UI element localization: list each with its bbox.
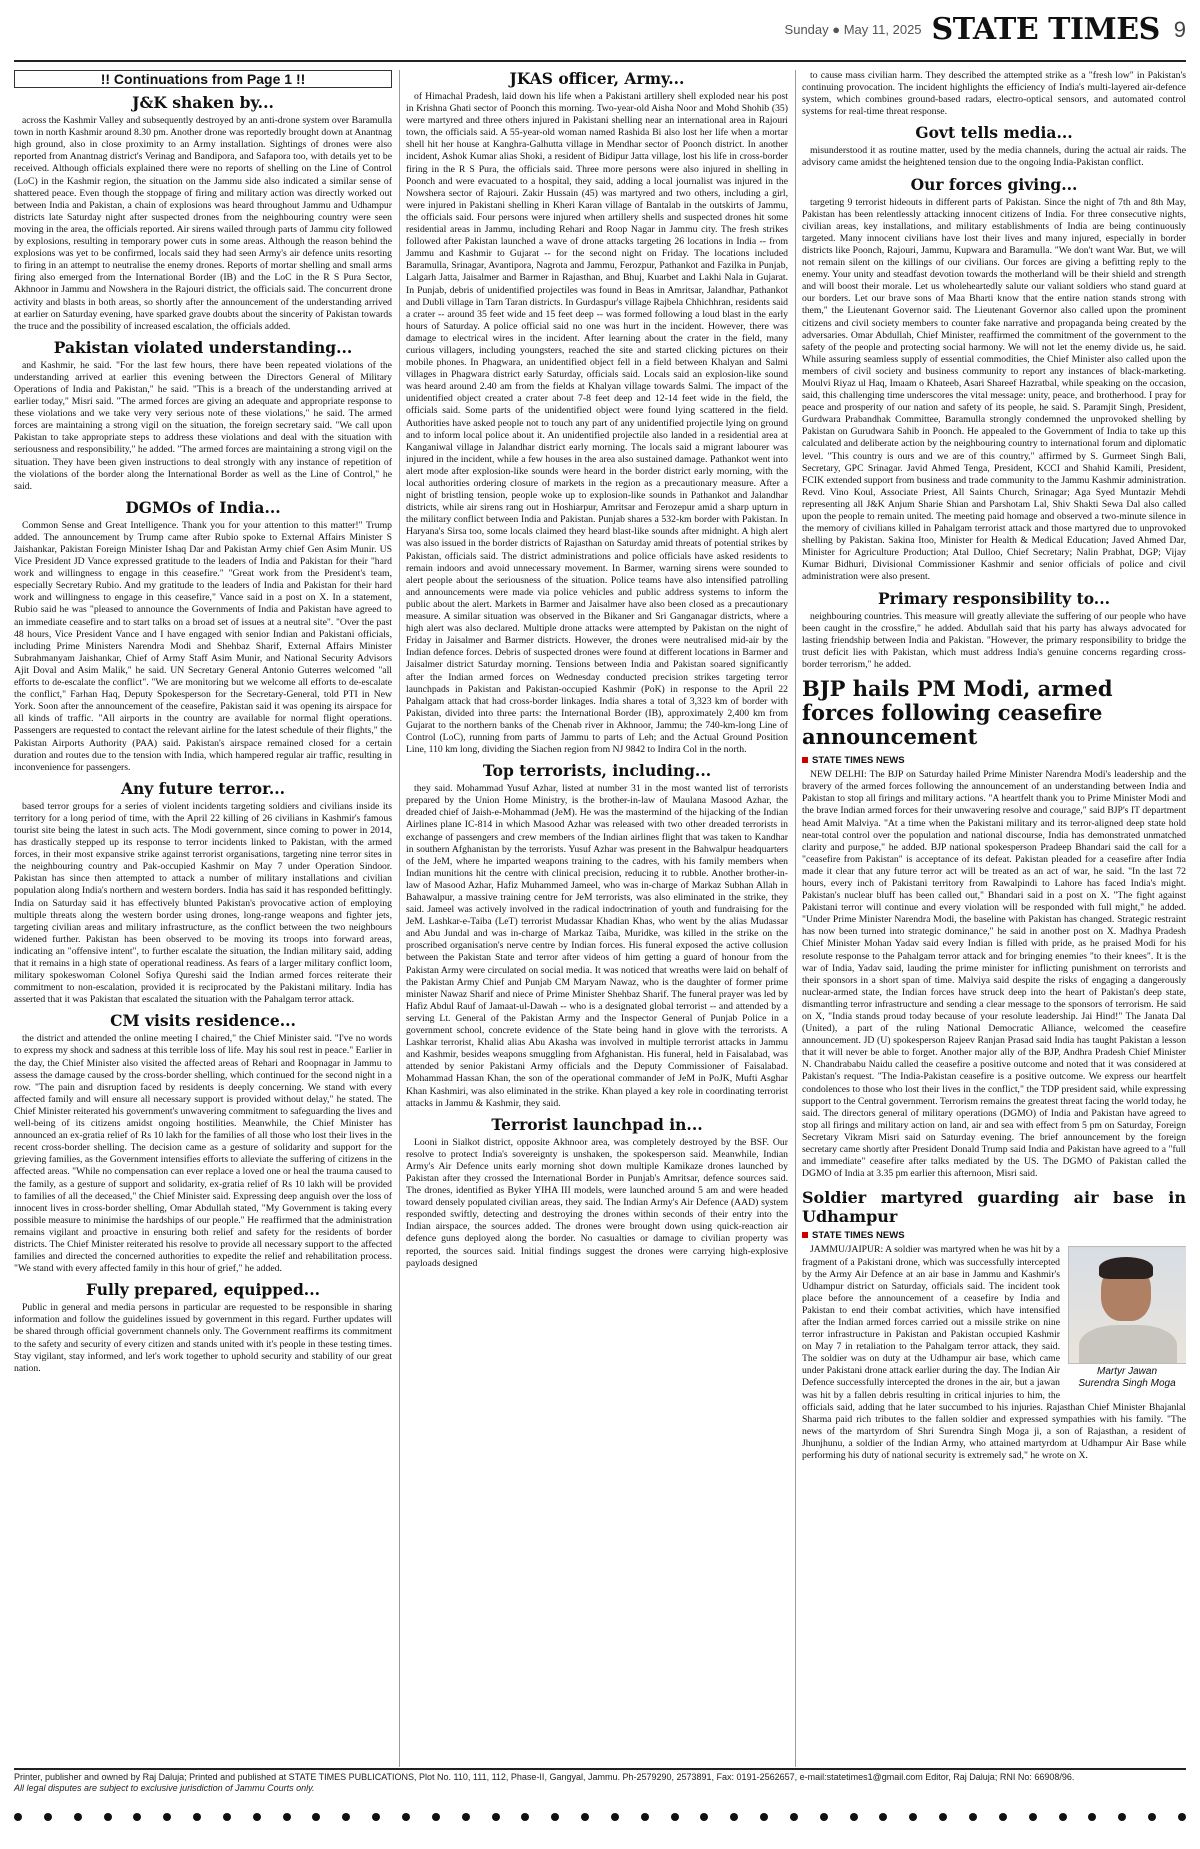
border-dot [700, 1813, 708, 1821]
issue-date: Sunday ● May 11, 2025 [784, 22, 922, 37]
border-dot [879, 1813, 887, 1821]
border-dot [312, 1813, 320, 1821]
article-body: of Himachal Pradesh, laid down his life when a Pakistani artillery shell exploded near his post in Krishna Ghati sector of Poonch this morning. Two-year-old Aisha Noor and Mohd Shohib (35) were martyred and three others injured in Pakistani shelling near an international area in Rajouri town, the officials said. A 55-year-old woman named Rashida Bi also lost her life when a mortar shell hit her house at Kanghra-Galhutta village in Mendhar sector of Poonch district. In another incident, Ashok Kumar alias Shoki, a resident of Bidipur Jatta village, lost his life in cross-border firing in the R S Pura, the officials said. Three more persons were also injured in shelling in Poonch and were evacuated to a hospital, they said, adding a local journalist was injured in the Nowshera sector of Rajouri. Zakir Hussain (45) was martyred and two others, including a girl, were injured in Pakistani shelling in Kheri Karan village of Bantalab in the outskirts of Jammu, the officials said. Four persons were injured when artillery shells and suspected drones hit some residential areas in Jammu, including Rehari and Roop Nagar in Jammu city. The fresh strikes followed after Pakistan launched a wave of drone attacks targeting 26 locations in India -- from Jammu and Kashmir to Gujarat -- for the second night on Friday. The locations included Baramulla, Srinagar, Avantipora, Nagrota and Jammu, Ferozpur, Pathankot and Fazilka in Punjab, Lalgarh Jatta, Jaisalmer and Barmer in Rajasthan, and Bhuj, Kuarbet and Lakhi Nala in Gujarat. In Punjab, debris of unidentified projectiles was found in Beas in Amritsar, Jalandhar, Pathankot and Dubli village in Tarn Taran districts. In Gurdaspur's village Rajbela Chhichhran, residents said a crater -- around 35 feet wide and 15 feet deep -- was formed following a loud blast in the early hours of Saturday. A police official said no one was hurt in the incident. However, there was damage to electrical wires in the incident. After learning about the crater in the field, many curious villagers, including youngsters, reached the site and started clicking pictures on their mobile phones. In Phagwara, an unidentified object fell in a field between Khalyan and Salmi villages in Phagwara district early Saturday, officials said. Locals said an explosion-like sound was heard around 2.40 am from the fields at Khalyan village towards Salmi. The impact of the unidentified object created a crater about 7-8 feet deep and 12-14 feet wide in the field, the officials said. Some parts of the unidentified object were found lying scattered in the field. Authorities have asked people not to touch any part of any unidentified projectile lying on ground and to inform local police about it. An unidentified projectile also landed in a residential area at Kanganiwal village in Jalandhar district early morning. The locals said a migrant labourer was injured in the incident, while a few houses in the area also sustained damage. Pathankot went into alert mode after explosion-like sounds were heard in the border district early morning, with the local authorities ordering closure of markets in the region as a precautionary measure. After a night of bristling tension, people woke up to explosion-like sounds in Pathankot and Jalandhar districts, while air sirens rang out in Hoshiarpur, Amritsar and Ferozepur amid a sharp upturn in the military conflict between India and Pakistan. Punjab shares a 532-km border with Pakistan. In Haryana's Sirsa too, some locals claimed they heard blast-like sounds after midnight. A high alert was also issued in the border districts of Rajasthan on Saturday amid threats of potential strikes by Pakistan, officials said. The district administrations and police officials have asked residents to remain indoors and avoid unnecessary movement. In Barmer, warning sirens were sounded to alert people about the seriousness of the situation. Police teams have also intensified patrolling and announcements were made via police vehicles and public address systems to inform the public about the alert. Markets in Barmer and Jaisalmer have also been closed as a precautionary measure. A similar situation was observed in the Bikaner and Sri Ganganagar districts, where a high alert was also declared. Multiple drone attacks were attempted by Pakistan on the night of Friday in Jaisalmer and Barmer districts. However, the drones were neutralised mid-air by the Indian defence forces. Debris of suspected drones were found at different locations in Barmer and Jaisalmer district Saturday morning. Tensions between India and Pakistan soared significantly after the Indian armed forces on Wednesday conducted precision strikes targeting terror launchpads in Pakistan and Pakistan-occupied Kashmir (PoK) in response to the April 22 Pahalgam attack that had cross-border linkages. India shares a total of 3,323 km of border with Pakistan, divided into three parts: the International Border (IB), approximately 2,400 km from Gujarat to the northern banks of the Chenab river in Akhnoor, Jammu; the 740-km-long Line of Control (LoC), running from parts of Jammu to parts of Leh; and the Actual Ground Position Line, 110 km long, dividing the Siachen region from NJ 9842 to Indira Col in the north. [406, 91, 788, 756]
border-dot [1088, 1813, 1096, 1821]
page-number: 9 [1173, 16, 1186, 42]
border-dot [551, 1813, 559, 1821]
border-dot [790, 1813, 798, 1821]
border-dot [253, 1813, 261, 1821]
article-heading: Our forces giving... [910, 174, 1078, 194]
article-heading: Terrorist launchpad in... [491, 1114, 703, 1134]
border-dot [402, 1813, 410, 1821]
soldier-headline: Soldier martyred guarding air base in Udhampur [802, 1188, 1186, 1227]
column-divider [795, 70, 796, 1767]
header-rule [14, 60, 1186, 62]
article-body: Common Sense and Great Intelligence. Thank you for your attention to this matter!" Trump added. The announcement by Trump came after Rubio spoke to External Affairs Minister S Jaishankar, Pakistan Foreign Minister Ishaq Dar and Pakistan Army chief Gen Asim Munir. US Vice President JD Vance expressed gratitude to the leaders of India and Pakistan for their "hard work and willingness to engage in this ceasefire." "Great work from the President's team, especially Secretary Rubio. And my gratitude to the leaders of India and Pakistan for their hard work and willingness to engage in this ceasefire," Vance said in a post on X. In a statement, Rubio said he was "pleased to announce the Governments of India and Pakistan have agreed to an immediate ceasefire and to start talks on a broad set of issues at a neutral site". "Over the past 48 hours, Vice President Vance and I have engaged with senior Indian and Pakistani officials, including Prime Ministers Narendra Modi and Shehbaz Sharif, External Affairs Minister Subrahmanyam Jaishankar, Chief of Army Staff Asim Munir, and National Security Advisors Ajit Doval and Asim Malik," he said. UN Secretary General Antonio Guterres welcomed "all efforts to de-escalate the conflict". "We are monitoring but we welcome all efforts to de-escalate the conflict," Farhan Haq, Deputy Spokesperson for the Secretary-General, told PTI in New York. Soon after the announcement of the ceasefire, Pakistan said it was opening its airspace for all kinds of traffic. "All airports in the country are available for normal flight operations. Passengers are requested to contact the relevant airline for the latest schedule of their flights," the Pakistan Airports Authority (PAA) said. Pakistan's airspace remained closed for a certain duration and routes due to the tension with India, which hampered regular air traffic, resulting in inconvenience for passengers. [14, 519, 392, 773]
border-dot [1178, 1813, 1186, 1821]
article-body: to cause mass civilian harm. They described the attempted strike as a "fresh low" in Pakistan's continuing provocation. The incident highlights the efficiency of India's multi-layered air-defence system, which combines ground-based radars, electro-optical sensors, and automated control systems for real-time threat response. [802, 70, 1186, 118]
border-dot [521, 1813, 529, 1821]
byline [802, 755, 1186, 767]
border-dot [760, 1813, 768, 1821]
article-heading: Fully prepared, equipped... [85, 1280, 320, 1300]
border-dot [969, 1813, 977, 1821]
border-dot [283, 1813, 291, 1821]
border-dot [820, 1813, 828, 1821]
imprint-footer [14, 1772, 1186, 1794]
column-divider [399, 70, 400, 1767]
article-heading: DGMOs of India... [125, 497, 281, 517]
border-dot [432, 1813, 440, 1821]
article-body: misunderstood it as routine matter, used by the media channels, during the actual air raids. The advisory came amidst the heightened tension due to the ongoing India-Pakistan conflict. [802, 145, 1186, 169]
masthead-right [785, 12, 1186, 47]
border-dot [1148, 1813, 1156, 1821]
article-body: JAMMU/JAIPUR: A soldier was martyred when he was hit by a fragment of a Pakistani drone, which was successfully intercepted by the Army Air Defence at an air base in Jammu and Kashmir's Udhampur district on Saturday, officials said. The incident took place before the announcement of a ceasefire by India and Pakistan to end their combat activities, which have intensified after the Indian armed forces carried out a missile strike on nine terror infrastructure in Pakistan and Pakistan occupied Kashmir on May 7 in retaliation to the Pahalgam terror attack, they said. The soldier was on duty at the Udhampur air base, which came under Pakistani drone attack earlier during the day. The Indian Air Defence successfully intercepted the drones in the air, but a jawan was hit by a fallen debris resulting in critical injuries to him, the officials said, adding that he later succumbed to his injuries. Rajasthan Chief Minister Bhajanlal Sharma paid rich tributes to the fallen soldier and expressed sympathies with his family. "The news of the martyrdom of Shri Surendra Singh Moga ji, a son of Rajasthan, a resident of Jhunjhunu, a soldier of the Indian Army, who attained martyrdom at Udhampur Air Base while performing his duty of national security is extremely sad," he wrote on X. [802, 1244, 1186, 1461]
border-dot [671, 1813, 679, 1821]
article-heading: Primary responsibility to... [877, 588, 1110, 608]
article-body: the district and attended the online meeting I chaired," the Chief Minister said. "I've no words to express my shock and sadness at this terrible loss of life. May his soul rest in peace." Earlier in the day, the Chief Minister also visited the affected areas of Rehari and Roopnagar in Jammu to assess the damage caused by the cross-border shelling, which continued for the second night in a row. "The pain and disruption faced by residents is deeply concerning. We stand with every affected family and will ensure all necessary support is provided without delay," he stated. The Chief Minister reiterated his government's unwavering commitment to safeguarding the lives and well-being of its citizens amidst ongoing hostilities. Meanwhile, the Chief Minister has announced an ex-gratia relief of Rs 10 lakh for the families of all those who lost their lives in the recent cross-border shelling. The decision came as a gesture of solidarity and support for the grieving families, as the Government intensifies efforts to alleviate the suffering of citizens in the affected areas. "While no compensation can ever replace a loved one or heal the trauma caused to the family, as a gesture of support and solidarity, ex-gratia relief of Rs 10 lakh will be provided to families of all the deceased," the Chief Minister said. Expressing deep anguish over the loss of innocent lives in cross-border shelling, Omar Abdullah stated, "My Government is taking every possible measure to minimise the hardships of our people." He reaffirmed that the administration remains vigilant and proactive in ensuring both relief and safety for the residents of border districts. The Chief Minister reiterated his resolve to provide all necessary support to the affected families and directed the concerned authorities to expedite the relief and rehabilitation process. "We stand with every affected family in this hour of grief," he added. [14, 1033, 392, 1275]
article-body: and Kashmir, he said. "For the last few hours, there have been repeated violations of the understanding arrived at earlier this evening between the Directors General of Military Operations of India and Pakistan," he said. "This is a breach of the understanding arrived at earlier today," Misri said. "The armed forces are giving an adequate and appropriate response to these violations and we take very very serious note of these violations," he said. The armed forces are maintaining a strong vigil on the situation, the foreign secretary said. "We call upon Pakistan to take appropriate steps to address these violations and deal with the situation with seriousness and responsibility," he added. "The armed forces are maintaining a strong vigil on the situation. They have been given instructions to deal strongly with any instance of repetition of the violations of the border along the International Border as well as the Line of Control," he said. [14, 359, 392, 492]
border-dot [372, 1813, 380, 1821]
border-dot [641, 1813, 649, 1821]
border-dot [939, 1813, 947, 1821]
article-heading: JKAS officer, Army... [509, 70, 685, 88]
byline [802, 1230, 1186, 1242]
border-dot [581, 1813, 589, 1821]
portrait-image [1068, 1246, 1186, 1364]
continuations-banner: !! Continuations from Page 1 !! [14, 70, 392, 88]
border-dot [999, 1813, 1007, 1821]
article-body: neighbouring countries. This measure will greatly alleviate the suffering of our people who have been caught in the crossfire," he added. Abdullah said that his party has always advocated for lasting friendship between India and Pakistan. "However, the primary responsibility to bridge the trust deficit lies with Pakistan, which must address India's genuine concerns regarding cross-border terrorism," he added. [802, 610, 1186, 670]
byline-text: STATE TIMES NEWS [812, 755, 905, 767]
photo-caption: Martyr Jawan Surendra Singh Moga [1078, 1366, 1176, 1390]
newspaper-logo: STATE TIMES [931, 12, 1160, 47]
border-dot [133, 1813, 141, 1821]
article-heading: Any future terror... [120, 778, 286, 798]
byline-marker-icon [802, 757, 808, 763]
article-body: based terror groups for a series of violent incidents targeting soldiers and civilians inside its territory for a long period of time, with the April 22 killing of 26 civilians in Kashmir's famous tourist site being the latest in such acts. The Modi government, since coming to power in 2014, has drastically stepped up its response to terror incidents linked to Pakistan, with the armed forces, in their most expansive strike against terrorist organisations, targeting nine terror sites in the neighbouring country and Pak-occupied Kashmir on May 7 under Operation Sindoor. Pakistan has since then attempted to attack a number of military installations and civilian population along India's northern and western borders. India has said it has responded befittingly. India on Saturday said it has effectively blunted Pakistan's provocative action of employing multiple threats along the western border using drones, long-range weapons and fighter jets, targeting civilian areas and military infrastructure, as the conflict between the two neighbours widened further. Pakistan has been observed to be moving its troops into forward areas, indicating an "offensive intent", to further escalate the situation, the Indian military said, adding that it remains in a high state of operational readiness. As fears of a larger military conflict loom, military spokeswoman Colonel Sofiya Qureshi said the Indian armed forces reiterate their commitment to non-escalation, provided it is reciprocated by the Pakistani military. India has asserted that it was Pakistan that escalated the situation with the Pahalgam terror attack. [14, 800, 392, 1006]
article-heading: Top terrorists, including... [482, 761, 712, 781]
border-dot [909, 1813, 917, 1821]
border-dot [1118, 1813, 1126, 1821]
imprint-line: Printer, publisher and owned by Raj Daluja; Printed and published at STATE TIMES PUBLICATIONS, Plot No. 110, 111, 112, Phase-II, Gangyal, Jammu. Ph-2579290, 2573891, Fax: 0191-2562657, e-mail:statetimes1@gmail.com Editor, Raj Daluja; RNI No: 66908/96. [14, 1772, 1075, 1782]
column-3 [802, 70, 1186, 1767]
article-heading: Pakistan violated understanding... [53, 337, 353, 357]
byline-marker-icon [802, 1232, 808, 1238]
masthead [0, 0, 1200, 62]
border-dot [163, 1813, 171, 1821]
border-dot [74, 1813, 82, 1821]
border-dot [730, 1813, 738, 1821]
article-heading: CM visits residence... [110, 1011, 296, 1031]
article-body: Looni in Sialkot district, opposite Akhnoor area, was completely destroyed by the BSF. Our resolve to protect India's sovereignty is unshaken, the spokesperson said. Meanwhile, Indian Army's Air Defence units early morning shot down multiple Kamikaze drones launched by Pakistan after they crossed the International Border in Punjab's Amritsar, defence sources said. The drones, identified as Byker YIHA III models, were launched around 5 am and were headed toward densely populated civilian areas, they said. The Indian Army's Air Defence (AAD) system responded swiftly, detecting and destroying the drones within seconds of their entry into the Indian airspace, the sources added. The drones were brought down using quick-reaction air defence guns deployed along the border. No casualties or damage to civilian property was reported, the sources said. Initial findings suggest the drones were carrying high-explosive payloads designed [406, 1136, 788, 1269]
border-dot [611, 1813, 619, 1821]
column-2 [406, 70, 788, 1767]
border-dot [14, 1813, 22, 1821]
border-dot [44, 1813, 52, 1821]
border-dot [1059, 1813, 1067, 1821]
decorative-dot-border [14, 1800, 1186, 1834]
article-body: across the Kashmir Valley and subsequently destroyed by an anti-drone system over Baramulla town in north Kashmir around 8.30 pm. Another drone was reportedly brought down at Anantnag high ground, also in close proximity to an Army installation. Sightings of drones were also reported from Anantnag district's Verinag and Bandipora, and Safapora too, with details yet to be received. Although officials explained there were no reports of shelling on the Line of Control (LoC) in the Kashmir region, the situation on the Jammu side also indicated a similar sense of shattered peace. Even though the stoppage of firing and military action was directly worked out between India and Pakistan, a chain of explosions was heard throughout Jammu and Udhampur districts late Saturday night after suspected drones from the neighbouring country were seen moving in the area, the officials reported. Air sirens wailed through parts of Jammu city followed by explosions, resulting in temporary power cuts in some areas. Although the reason behind the explosions was yet to be confirmed, locals said they had seen Army's air defence units resorting to firing in an attempt to neutralise the enemy drones. Reports of mortar shelling and small arms firing also emerged from the International Border (IB) and the LoC in the R S Pura Sector, Akhnoor in Jammu and Nowshera in the Rajouri district, the officials said. The concurrent drone activity and blasts in both areas, so shortly after the announcement of the understanding arrived at earlier on Saturday evening, have sparked grave doubts about the sincerity of Pakistan towards the truce and the possibility of increased escalation, the officials added. [14, 115, 392, 332]
footer-rule [14, 1768, 1186, 1770]
article-heading: Govt tells media... [915, 123, 1073, 143]
column-1 [14, 70, 392, 1767]
martyr-photo [1068, 1246, 1186, 1390]
article-body: they said. Mohammad Yusuf Azhar, listed at number 31 in the most wanted list of terrorists prepared by the Union Home Ministry, is the brother-in-law of Maulana Masood Azhar, the dreaded chief of Jaish-e-Mohammad (JeM). He was the mastermind of the hijacking of the Indian Airlines plane IC-814 in which Masood Azhar was released with two other dreaded terrorists in exchange of passengers and crew members of the Indian airlines flight that was taken to Kandhar in southern Afghanistan by the terrorists. Yusuf Azhar was present in the Bahwalpur headquarters of the JeM, where he imparted weapons training to the cadres, with his family members when Indian munitions hit the centre with clinical precision, reducing it to rubble. Another brother-in-law of Masood Azhar, Hafiz Muhammed Jameel, who was in-charge of Markaz Subhan Allah in Bahawalpur, a massive training centre for JeM terrorists, was also eliminated in the strike, they said. Jameel was actively involved in the radical indoctrination of youth and fundraising for the JeM. Lashkar-e-Taiba (LeT) terrorist Mudassar Khadian Khas, who went by the alias Mudassar and Abu Jundal and was in-charge of Markaz Taiba, Muridke, was killed in the strike on the proscribed organisation's nerve centre by Indian forces. His funeral exposed the active collusion between the Pakistan State and terror after videos of him getting a guard of honour from the Pakistan Army were circulated on social media. It was noticed that wreaths were laid on behalf of the Pakistan Army Chief and Punjab CM Maryam Nawaz, who is the daughter of former prime minister Nawaz Sharif and niece of Prime Minister Shehbaz Sharif. The funeral prayer was led by Hafiz Abdul Rauf of Jamaat-ul-Dawah -- who is a designated global terrorist -- and attended by a serving Lt. General of the Pakistan Army and the Inspector General of Punjab Police in a government school, concrete evidence of the State being hand in glove with the terrorists. A Lashkar terrorist, Khalid alias Abu Akasha was involved in multiple terrorist attacks in Jammu and Kashmir, besides weapons smuggling from Afghanistan. His funeral, held in Faisalabad, was attended by senior Pakistani Army officials and the Deputy Commissioner of Faisalabad. Mohammad Hassan Khan, the son of the operational commander of JeM in PoJK, Mufti Asghar Khan Kashmiri, was also eliminated in the strike. Khan played a key role in coordinating terrorist attacks in Jammu & Kashmir, they said. [406, 783, 788, 1109]
article-heading: J&K shaken by... [132, 93, 274, 113]
article-body: Public in general and media persons in particular are requested to be responsible in sharing information and follow the guidelines issued by government in this regard. Further updates will be shared through official government channels only. The Government reaffirms its commitment to the safety and security of every citizen and stands united with it's people in these testing times. Stay vigilant, stay informed, and let's work together to uphold security and stability of our great nation. [14, 1302, 392, 1374]
byline-text: STATE TIMES NEWS [812, 1230, 905, 1242]
border-dot [1029, 1813, 1037, 1821]
border-dot [850, 1813, 858, 1821]
jurisdiction-line: All legal disputes are subject to exclusive jurisdiction of Jammu Courts only. [14, 1783, 315, 1793]
border-dot [492, 1813, 500, 1821]
border-dot [462, 1813, 470, 1821]
article-body: NEW DELHI: The BJP on Saturday hailed Prime Minister Narendra Modi's leadership and the bravery of the armed forces following the announcement of an understanding between India and Pakistan to stop all firings and military actions. "A heartfelt thank you to Prime Minister Modi and the brave Indian armed forces for their unwavering resolve and courage," said BJP's IT department head Amit Malviya. "At a time when the Pakistani military and its terror-aligned deep state hold near-total control over the population and national discourse, India has demonstrated unmatched clarity and purpose," he added. BJP national spokesperson Pradeep Bhandari said the call for a "ceasefire from Pakistan" is acceptance of its defeat. Pakistan pleaded for a ceasefire after India made it clear that any future terror act will be treated as an act of war, he said. "In the last 72 hours, every inch of Pakistani territory from Rawalpindi to Lahore has faced India's might. Pakistan's nuclear bluff has been called out," Bhandari said in a post on X. "The fight against Pakistani terror will continue and every violation will be responded with full might," he added. "Under Prime Minister Narendra Modi, the baseline with Pakistan has changed. Strategic restraint has now been turned into strategic dominance," he said in another post on X. Madhya Pradesh Chief Minister Mohan Yadav said every Indian is filled with pride, as he praised Modi for his resolute response to the Pahalgam terror attack and for bringing enemies "to their knees". It is the war of India, Yadav said, lauding the prime minister for inflicting punishment on terrorists and their sponsors in a short span of time. Malviya said despite the risks of engaging a dangerously nuclear-armed state, the Indian forces have struck deep into the heart of Pakistan's deep state, dismantling terror infrastructure and sending a clear message to the sponsors of terrorism. He said on X, "India stands proud today because of your resolute leadership. Jai Hind!" The Janata Dal (United), a part of the ruling National Democratic Alliance, welcomed the ceasefire announcement. JD (U) spokesperson Rajeev Ranjan Prasad said India has taught Pakistan a lesson that it will never be able to forget. Another major ally of the BJP, Andhra Pradesh Chief Minister N. Chandrababu Naidu called the ceasefire a positive outcome and noted that it was considered at Pakistan's request. "The India-Pakistan ceasefire is a positive outcome. We express our heartfelt condolences to those who lost their lives in the conflict," the TDP president said, while expressing support to the Central government. Terrorism remains the greatest threat facing the world today, he said. The directors general of military operations (DGMO) of India and Pakistan have agreed to stop all firings and military action on land, air and sea with effect from 5 pm on Saturday, Foreign Secretary Vikram Misri said on Saturday evening. The brief announcement by the foreign secretary came shortly after President Donald Trump said India and Pakistan have agreed to a "full and immediate" ceasefire after talks mediated by the US. The DGMO of Pakistan called the DGMO of India at 3.35 pm earlier this afternoon, Misri said. [802, 769, 1186, 1180]
bjp-headline: BJP hails PM Modi, armed forces following ceasefire announcement [802, 676, 1113, 750]
border-dot [223, 1813, 231, 1821]
article-body: targeting 9 terrorist hideouts in different parts of Pakistan. Since the night of 7th and 8th May, Pakistan has been relentlessly attacking innocent citizens of India. For three consecutive nights, civilian areas, key installations, and military establishments of India are being continuously targeted. Many innocent civilians have lost their lives and many injured, especially in border districts like Poonch, Rajouri, Jammu, Kupwara and Baramulla. "We don't want War. But, we will not remain silent on the killings of our civilians. Our forces are giving a befitting reply to the enemy. Your unity and steadfast devotion towards the motherland will be their shield and strength and will boost their morale. Let us wholeheartedly salute our valiant soldiers who stand guard at our borders. Let our brave sons of Maa Bharti know that the entire nation stands strong with them," the Lieutenant Governor said. The Lieutenant Governor also called upon the prominent citizens and civil society members to counter fake narrative and propaganda being created by the adversaries. Omar Abdullah, Chief Minister, reaffirmed the commitment of the government to the safety of the people and protecting social harmony. We will not let the enemy divide us, he said. While assuring seamless supply of essential commodities, the Chief Minister also called upon the members of civil society and business community to report any instances of black-marketing. Moulvi Riyaz ul Haq, Imaam o Khateeb, Asari Shareef Hazratbal, while speaking on the occasion, said, this challenging time underscores the vital message: unity, peace, and brotherhood. I pray for peace and prosperity of our nation and safety of its people, he said. S. Paramjit Singh, President, Gurdwara Prabandhak Committee, Baramulla strongly condemned the unprovoked shelling by Pakistan on Gurudwara Sahib in Poonch. He appealed to the Government of India to take up this calculated and deliberate action by the neighbouring country to international forum and diplomatic level. "This country is ours and we are of this country," affirmed by S. Gurmeet Singh Bali, Secretary, GPC Srinagar. Javid Ahmed Tenga, President, KCCI and Shahid Kamili, President, FCIK extended support from business and trade community to the Jammu Kashmir administration. Revd. Vino Koul, Associate Priest, All Saints Church, Srinagar; Aga Syed Muntazir Mehdi representing all J&K Anjum Sharie Shian and Parshotam Lal, Shiv Shakti Sewa Dal also called upon the people to remain united. The meeting paid homage and observed a two-minute silence in the memory of civilians killed in Pahalgam terrorist attack and those martyred due to unprovoked shelling by Pakistan. Sakina Itoo, Minister for Health & Medical Education; Javed Ahmed Dar, Minister for Agriculture Production; Atal Dulloo, Chief Secretary; Nalin Prabhat, DGP; Vijay Kumar Bidhuri, Divisional Commissioner Kashmir and senior officials of police and civil administration were also present. [802, 196, 1186, 583]
border-dot [342, 1813, 350, 1821]
border-dot [104, 1813, 112, 1821]
border-dot [193, 1813, 201, 1821]
